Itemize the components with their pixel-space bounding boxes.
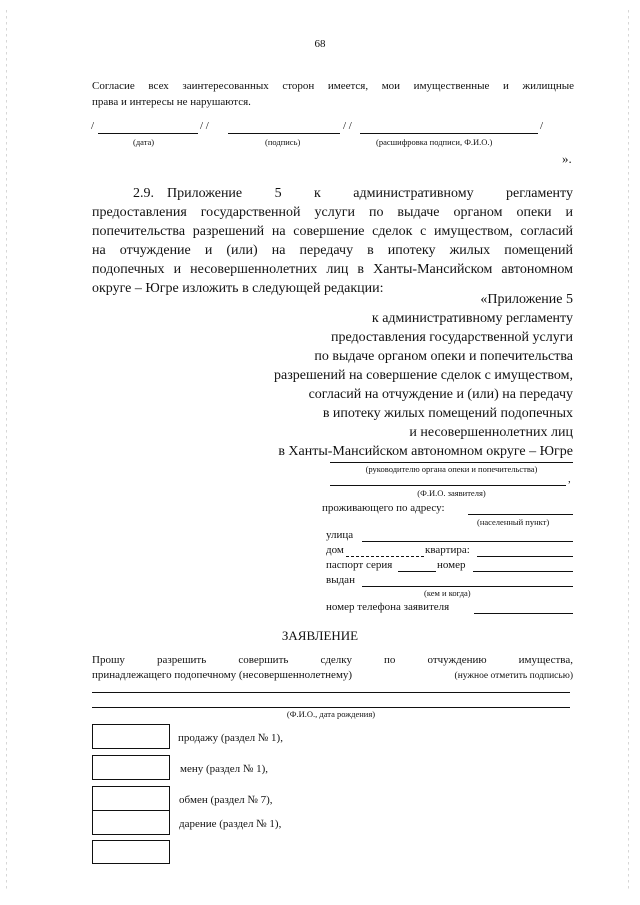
checkbox-gift[interactable] bbox=[92, 810, 170, 835]
checkbox-swap[interactable] bbox=[92, 786, 170, 811]
slash-pair-2: / / bbox=[343, 120, 352, 132]
statement-word: разрешить bbox=[156, 654, 207, 666]
appendix-line-9: в Ханты-Мансийском автономном округе – Югре bbox=[278, 444, 573, 459]
appendix-line-2: к административному регламенту bbox=[371, 311, 573, 326]
head-label: (руководителю органа опеки и попечительства) bbox=[365, 464, 538, 474]
option-sale: продажу (раздел № 1), bbox=[178, 732, 283, 744]
house-label: дом bbox=[326, 544, 344, 556]
phone-label: номер телефона заявителя bbox=[326, 601, 450, 613]
checkbox-sale[interactable] bbox=[92, 724, 170, 749]
closing-quote: ». bbox=[562, 151, 572, 166]
date-label: (дата) bbox=[133, 137, 155, 147]
scan-edge-right bbox=[628, 10, 629, 890]
statement-word: по bbox=[384, 654, 396, 666]
appendix-line-3: предоставления государственной услуги bbox=[331, 330, 573, 345]
decode-label: (расшифровка подписи, Ф.И.О.) bbox=[376, 137, 493, 147]
slash-pair-1: / / bbox=[200, 120, 209, 132]
statement-word: совершить bbox=[238, 654, 289, 666]
option-exchange: мену (раздел № 1), bbox=[180, 763, 269, 775]
appendix-line-5: разрешений на совершение сделок с имуществом, bbox=[274, 368, 573, 383]
scan-edge-left bbox=[6, 10, 7, 890]
slash-end: / bbox=[540, 120, 544, 132]
section-number: 2.9. bbox=[133, 186, 154, 201]
statement-word: Прошу bbox=[92, 654, 125, 666]
paragraph-line-1: Приложение 5 к административному регламенту bbox=[167, 186, 573, 201]
passport-series-line bbox=[398, 571, 436, 572]
beneficiary-line-1 bbox=[92, 692, 570, 693]
checkbox-other[interactable] bbox=[92, 840, 170, 864]
statement-word: сделку bbox=[320, 654, 352, 666]
statement-title: ЗАЯВЛЕНИЕ bbox=[281, 628, 359, 643]
statement-word: имущества, bbox=[518, 654, 573, 666]
passport-series-label: паспорт серия bbox=[326, 559, 393, 571]
appendix-line-6: согласий на отчуждение и (или) на передачу bbox=[308, 387, 573, 402]
fio-comma: , bbox=[568, 473, 571, 485]
date-line bbox=[98, 133, 198, 134]
beneficiary-line-2 bbox=[92, 707, 570, 708]
apartment-line bbox=[477, 556, 573, 557]
house-line bbox=[346, 556, 424, 557]
address-line bbox=[468, 514, 573, 515]
statement-line-2 bbox=[92, 668, 573, 684]
issued-by-label: (кем и когда) bbox=[424, 588, 471, 598]
issued-line bbox=[362, 586, 573, 587]
consent-line-1: Согласие всех заинтересованных сторон имеется, мои имущественные и жилищные bbox=[92, 80, 574, 92]
consent-line-2: права и интересы не нарушаются. bbox=[92, 96, 251, 108]
option-gift: дарение (раздел № 1), bbox=[179, 818, 282, 830]
fio-label: (Ф.И.О. заявителя) bbox=[417, 488, 486, 498]
statement-main-text: принадлежащего подопечному (несовершеннолетнему) bbox=[92, 669, 353, 681]
paragraph-line-4: на отчуждение и (или) на передачу в ипотеку жилых помещений bbox=[92, 243, 573, 258]
appendix-line-7: в ипотеку жилых помещений подопечных bbox=[322, 406, 573, 421]
paragraph-line-3: попечительства разрешений на совершение сделок с имуществом, согласий bbox=[92, 224, 573, 239]
signature-line bbox=[228, 133, 340, 134]
statement-word: отчуждению bbox=[427, 654, 487, 666]
checkbox-exchange[interactable] bbox=[92, 755, 170, 780]
paragraph-line-5: подопечных и несовершеннолетних лиц в Ханты-Мансийском автономном bbox=[92, 262, 573, 277]
signature-label: (подпись) bbox=[265, 137, 301, 147]
appendix-line-4: по выдаче органом опеки и попечительства bbox=[314, 349, 573, 364]
fio-line bbox=[330, 485, 566, 486]
passport-number-label: номер bbox=[437, 559, 466, 571]
street-label: улица bbox=[326, 529, 354, 541]
page-number: 68 bbox=[314, 38, 326, 50]
residing-label: проживающего по адресу: bbox=[322, 502, 445, 514]
paragraph-line-2: предоставления государственной услуги по выдаче органом опеки и bbox=[92, 205, 573, 220]
passport-number-line bbox=[473, 571, 573, 572]
fio-dob-label: (Ф.И.О., дата рождения) bbox=[286, 709, 376, 719]
phone-line bbox=[474, 613, 573, 614]
option-swap: обмен (раздел № 7), bbox=[179, 794, 273, 806]
issued-label: выдан bbox=[326, 574, 355, 586]
appendix-line-1: «Приложение 5 bbox=[480, 292, 573, 307]
apartment-label: квартира: bbox=[425, 544, 470, 556]
street-line bbox=[362, 541, 573, 542]
settlement-label: (населенный пункт) bbox=[477, 517, 550, 527]
statement-line-1 bbox=[92, 653, 573, 668]
decode-line bbox=[360, 133, 538, 134]
paragraph-line-6: округе – Югре изложить в следующей редакции: bbox=[92, 281, 384, 296]
slash-start: / bbox=[91, 120, 95, 132]
statement-note: (нужное отметить подписью) bbox=[454, 671, 573, 681]
appendix-line-8: и несовершеннолетних лиц bbox=[409, 425, 573, 440]
head-line bbox=[330, 462, 573, 463]
